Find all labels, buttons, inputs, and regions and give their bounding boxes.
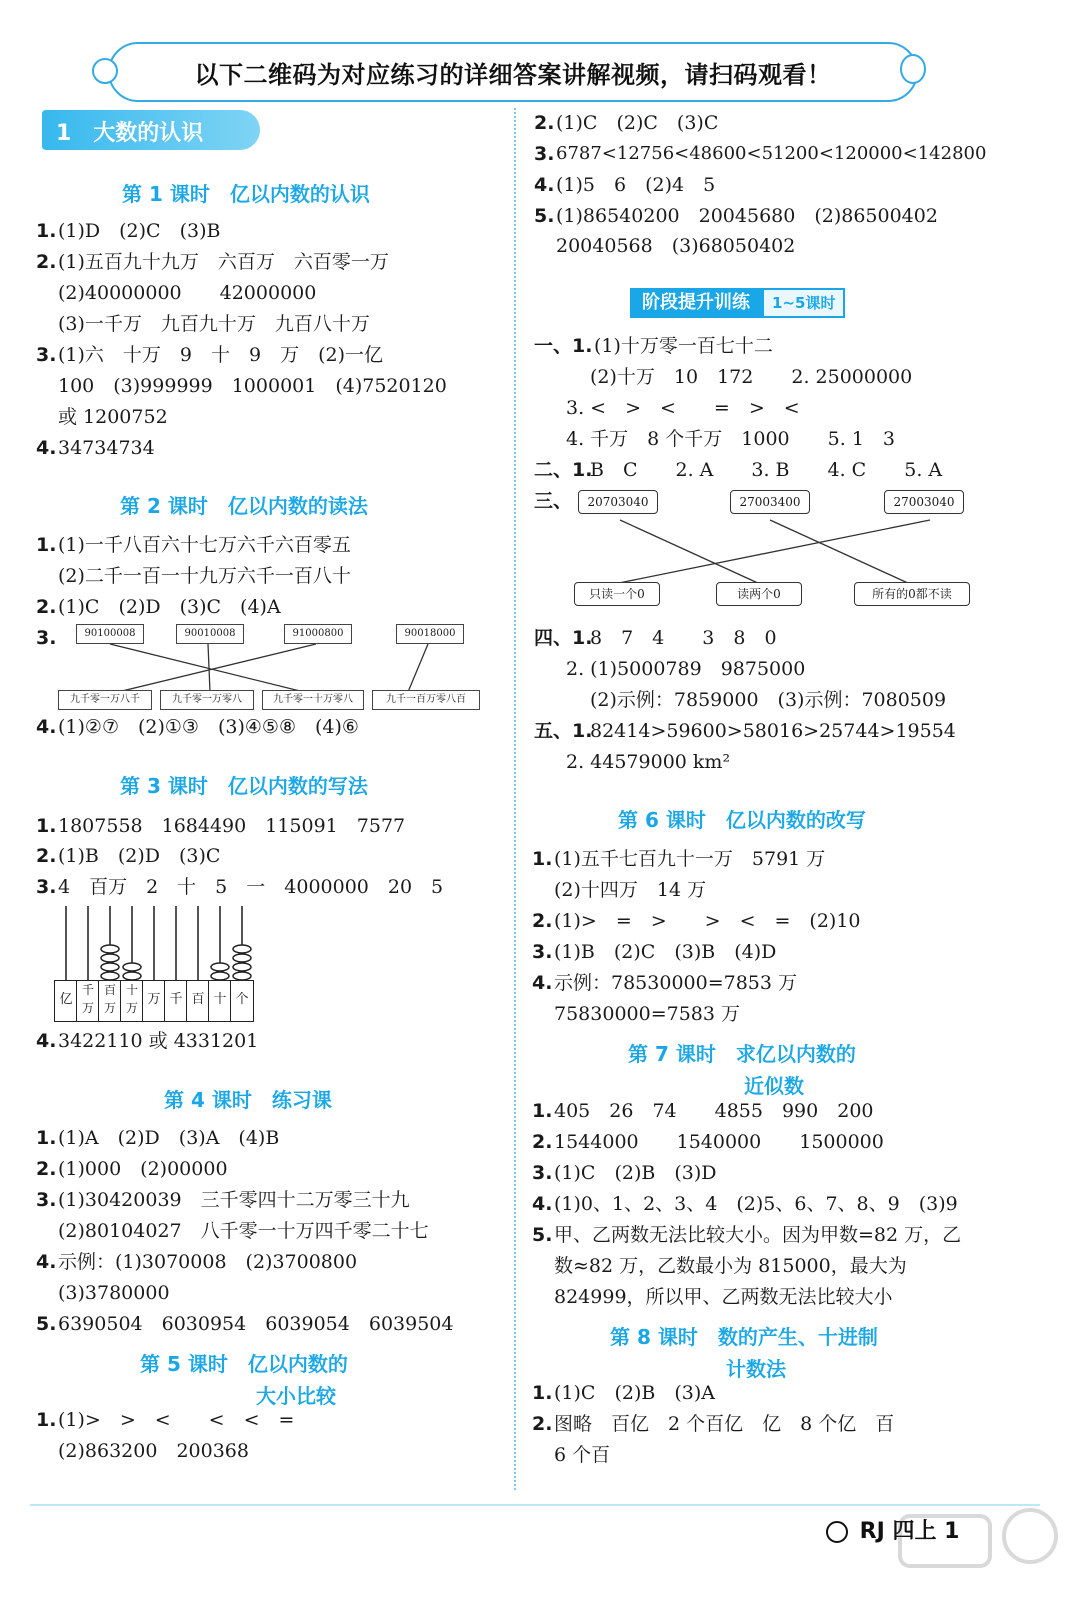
abacus-bead xyxy=(123,963,141,971)
part-num: 三、 xyxy=(534,490,573,512)
lesson1-title: 第 1 课时 亿以内数的认识 xyxy=(122,182,370,206)
lesson7-title: 第 7 课时 求亿以内数的 xyxy=(628,1042,856,1066)
reading-card: 九千零一十万零八 xyxy=(262,690,364,710)
q-num: 2. xyxy=(36,1158,57,1180)
answer-line: (1)C (2)B (3)D xyxy=(554,1162,717,1184)
answer-line: (1)②⑦ (2)①③ (3)④⑤⑧ (4)⑥ xyxy=(58,716,359,738)
q-num: 1. xyxy=(36,1409,57,1431)
answer-line: (1)B (2)C (3)B (4)D xyxy=(554,941,777,963)
abacus-place-label: 个 xyxy=(230,980,254,1022)
answer-line: (1)C (2)D (3)C (4)A xyxy=(58,596,281,618)
q-num: 4. xyxy=(36,437,57,459)
reading-card: 九千零一万八千 xyxy=(58,690,152,710)
answer-line: (1)86540200 20045680 (2)86500402 xyxy=(556,205,938,227)
number-card: 27003040 xyxy=(884,490,964,514)
publisher-icon xyxy=(826,1521,848,1543)
abacus-place-label: 十万 xyxy=(120,980,144,1022)
q-num: 4. xyxy=(532,972,553,994)
q-num: 2. xyxy=(36,251,57,273)
abacus-place-label: 千 xyxy=(164,980,188,1022)
answer-line: (1)一千八百六十七万六千六百零五 xyxy=(58,534,351,556)
q-num: 3. xyxy=(532,941,553,963)
footer-text: RJ 四上 1 xyxy=(859,1519,960,1544)
answer-line: (2)863200 200368 xyxy=(58,1440,249,1462)
q-num: 1. xyxy=(36,534,57,556)
number-card: 90100008 xyxy=(76,624,144,644)
answer-line: 6390504 6030954 6039054 6039504 xyxy=(58,1313,454,1335)
abacus-place-label: 百万 xyxy=(98,980,122,1022)
q-num: 4. xyxy=(36,716,57,738)
q-num: 3. xyxy=(36,627,57,649)
answer-line: (1)30420039 三千零四十二万零三十九 xyxy=(58,1189,410,1211)
answer-line: 3. < > < = > < xyxy=(566,397,800,419)
reading-card: 九千零一万零八 xyxy=(160,690,254,710)
answer-line: (1)> > < < < = xyxy=(58,1409,295,1431)
stage-label: 阶段提升训练 xyxy=(630,288,762,318)
answer-line: (2)二千一百一十九万六千一百八十 xyxy=(58,565,351,587)
lesson4-title: 第 4 课时 练习课 xyxy=(164,1088,332,1112)
answer-line: 82414>59600>58016>25744>19554 xyxy=(590,720,956,742)
q-num: 1. xyxy=(36,220,57,242)
abacus-place-label: 万 xyxy=(142,980,166,1022)
stage-range: 1~5课时 xyxy=(762,288,845,318)
q-num: 1. xyxy=(532,1382,553,1404)
answer-line: 20040568 (3)68050402 xyxy=(556,235,796,257)
answer-line: (1)C (2)C (3)C xyxy=(556,112,719,134)
answer-line: 824999，所以甲、乙两数无法比较大小 xyxy=(554,1286,893,1308)
lesson8-title: 第 8 课时 数的产生、十进制 xyxy=(610,1325,878,1349)
chapter-title: 1 大数的认识 xyxy=(56,121,204,146)
abacus-bead xyxy=(123,972,141,980)
banner-bubble-right xyxy=(900,54,926,84)
answer-line: (2)示例：7859000 (3)示例：7080509 xyxy=(590,689,947,711)
q-num: 2. xyxy=(532,1131,553,1153)
answer-line: 100 (3)999999 1000001 (4)7520120 xyxy=(58,375,447,397)
answer-line: (1)五百九十九万 六百万 六百零一万 xyxy=(58,251,389,273)
answer-line: 4. 千万 8 个千万 1000 5. 1 3 xyxy=(566,428,895,450)
abacus-place-label: 十 xyxy=(208,980,232,1022)
answer-line: (1)> = > > < = (2)10 xyxy=(554,910,861,932)
answer-line: (2)40000000 42000000 xyxy=(58,282,317,304)
lesson5-title: 第 5 课时 亿以内数的 xyxy=(140,1352,348,1376)
answer-line: (1)000 (2)00000 xyxy=(58,1158,228,1180)
reading-card: 九千一百万零八百 xyxy=(372,690,480,710)
q-num: 3. xyxy=(36,876,57,898)
answer-line: 8 7 4 3 8 0 xyxy=(590,627,777,649)
q-num: 5. xyxy=(532,1224,553,1246)
lesson2-title: 第 2 课时 亿以内数的读法 xyxy=(120,494,368,518)
answer-line: 或 1200752 xyxy=(58,406,168,428)
column-divider xyxy=(514,108,516,1490)
answer-line: 2. 44579000 km² xyxy=(566,751,731,773)
answer-line: 示例：78530000=7853 万 xyxy=(554,972,798,994)
part-num: 五、1. xyxy=(534,720,593,742)
answer-line: (1)5 6 (2)4 5 xyxy=(556,174,716,196)
answer-line: (2)80104027 八千零一十万四千零二十七 xyxy=(58,1220,429,1242)
answer-line: B C 2. A 3. B 4. C 5. A xyxy=(590,459,943,481)
answer-line: 甲、乙两数无法比较大小。因为甲数=82 万，乙 xyxy=(554,1224,962,1246)
abacus-bead xyxy=(233,945,251,953)
answer-line: (1)B (2)D (3)C xyxy=(58,845,221,867)
answer-line: 6787<12756<48600<51200<120000<142800 xyxy=(556,143,987,164)
q-num: 3. xyxy=(36,344,57,366)
answer-line: 1544000 1540000 1500000 xyxy=(554,1131,884,1153)
answer-line: (1)C (2)B (3)A xyxy=(554,1382,715,1404)
answer-line: 示例：(1)3070008 (2)3700800 xyxy=(58,1251,358,1273)
reading-card: 只读一个0 xyxy=(574,582,660,606)
matching-diagram-2 xyxy=(58,620,488,712)
answer-line: 75830000=7583 万 xyxy=(554,1003,741,1025)
part-num: 一、1. xyxy=(534,335,593,357)
abacus-bead xyxy=(233,954,251,962)
answer-line: (1)六 十万 9 十 9 万 (2)一亿 xyxy=(58,344,384,366)
q-num: 3. xyxy=(36,1189,57,1211)
q-num: 4. xyxy=(36,1251,57,1273)
abacus-bead xyxy=(101,963,119,971)
answer-line: (1)五千七百九十一万 5791 万 xyxy=(554,848,826,870)
answer-line: 1807558 1684490 115091 7577 xyxy=(58,815,406,837)
abacus-bead xyxy=(101,954,119,962)
lesson3-title: 第 3 课时 亿以内数的写法 xyxy=(120,774,368,798)
answer-line: 6 个百 xyxy=(554,1444,611,1466)
abacus-bead xyxy=(101,972,119,980)
lesson7-title-line2: 近似数 xyxy=(744,1074,804,1098)
answer-line: 图略 百亿 2 个百亿 亿 8 个亿 百 xyxy=(554,1413,895,1435)
answer-line: 34734734 xyxy=(58,437,155,459)
q-num: 2. xyxy=(36,596,57,618)
q-num: 1. xyxy=(36,1127,57,1149)
answer-line: 4 百万 2 十 5 一 4000000 20 5 xyxy=(58,876,444,898)
abacus-bead xyxy=(233,972,251,980)
lesson6-title: 第 6 课时 亿以内数的改写 xyxy=(618,808,866,832)
answer-line: (1)0、1、2、3、4 (2)5、6、7、8、9 (3)9 xyxy=(554,1193,958,1215)
answer-line: 2. (1)5000789 9875000 xyxy=(566,658,806,680)
q-num: 3. xyxy=(534,143,555,165)
qr-banner xyxy=(108,42,918,102)
q-num: 5. xyxy=(36,1313,57,1335)
q-num: 3. xyxy=(532,1162,553,1184)
reading-card: 所有的0都不读 xyxy=(854,582,970,606)
q-num: 2. xyxy=(532,910,553,932)
reading-card: 读两个0 xyxy=(716,582,802,606)
answer-line: (1)十万零一百七十二 xyxy=(594,335,773,357)
answer-line: (1)D (2)C (3)B xyxy=(58,220,221,242)
chapter-heading xyxy=(42,110,260,150)
q-num: 2. xyxy=(36,845,57,867)
banner-text: 以下二维码为对应练习的详细答案讲解视频，请扫码观看！ xyxy=(194,60,832,89)
abacus-bead xyxy=(233,963,251,971)
q-num: 4. xyxy=(532,1193,553,1215)
answer-line: 数≈82 万，乙数最小为 815000，最大为 xyxy=(554,1255,907,1277)
q-num: 4. xyxy=(534,174,555,196)
q-num: 2. xyxy=(532,1413,553,1435)
number-card: 27003400 xyxy=(730,490,810,514)
answer-line: (3)3780000 xyxy=(58,1282,170,1304)
q-num: 5. xyxy=(534,205,555,227)
q-num: 4. xyxy=(36,1030,57,1052)
lesson5-title-line2: 大小比较 xyxy=(256,1384,336,1408)
part-num: 四、1. xyxy=(534,627,593,649)
answer-line: 405 26 74 4855 990 200 xyxy=(554,1100,874,1122)
abacus-bead xyxy=(211,972,229,980)
abacus-place-label: 亿 xyxy=(54,980,78,1022)
answer-line: (2)十万 10 172 2. 25000000 xyxy=(590,366,913,388)
watermark-logo xyxy=(880,1496,1070,1596)
part-num: 二、1. xyxy=(534,459,593,481)
q-num: 1. xyxy=(532,848,553,870)
banner-bubble-left xyxy=(92,58,118,84)
abacus-bead xyxy=(101,945,119,953)
answer-line: 3422110 或 4331201 xyxy=(58,1030,259,1052)
number-card: 90010008 xyxy=(176,624,244,644)
q-num: 2. xyxy=(534,112,555,134)
abacus-rods xyxy=(54,904,274,982)
q-num: 1. xyxy=(532,1100,553,1122)
answer-line: (1)A (2)D (3)A (4)B xyxy=(58,1127,280,1149)
abacus xyxy=(54,904,274,1022)
answer-line: (2)十四万 14 万 xyxy=(554,879,707,901)
answer-line: (3)一千万 九百九十万 九百八十万 xyxy=(58,313,370,335)
number-card: 90018000 xyxy=(396,624,464,644)
number-card: 91000800 xyxy=(284,624,352,644)
matching-diagram-3 xyxy=(570,486,980,618)
q-num: 1. xyxy=(36,815,57,837)
abacus-place-label: 百 xyxy=(186,980,210,1022)
abacus-place-label: 千万 xyxy=(76,980,100,1022)
stage-training-badge xyxy=(630,288,845,318)
number-card: 20703040 xyxy=(578,490,658,514)
abacus-place-labels xyxy=(54,980,274,1022)
lesson8-title-line2: 计数法 xyxy=(726,1357,786,1381)
abacus-bead xyxy=(211,963,229,971)
